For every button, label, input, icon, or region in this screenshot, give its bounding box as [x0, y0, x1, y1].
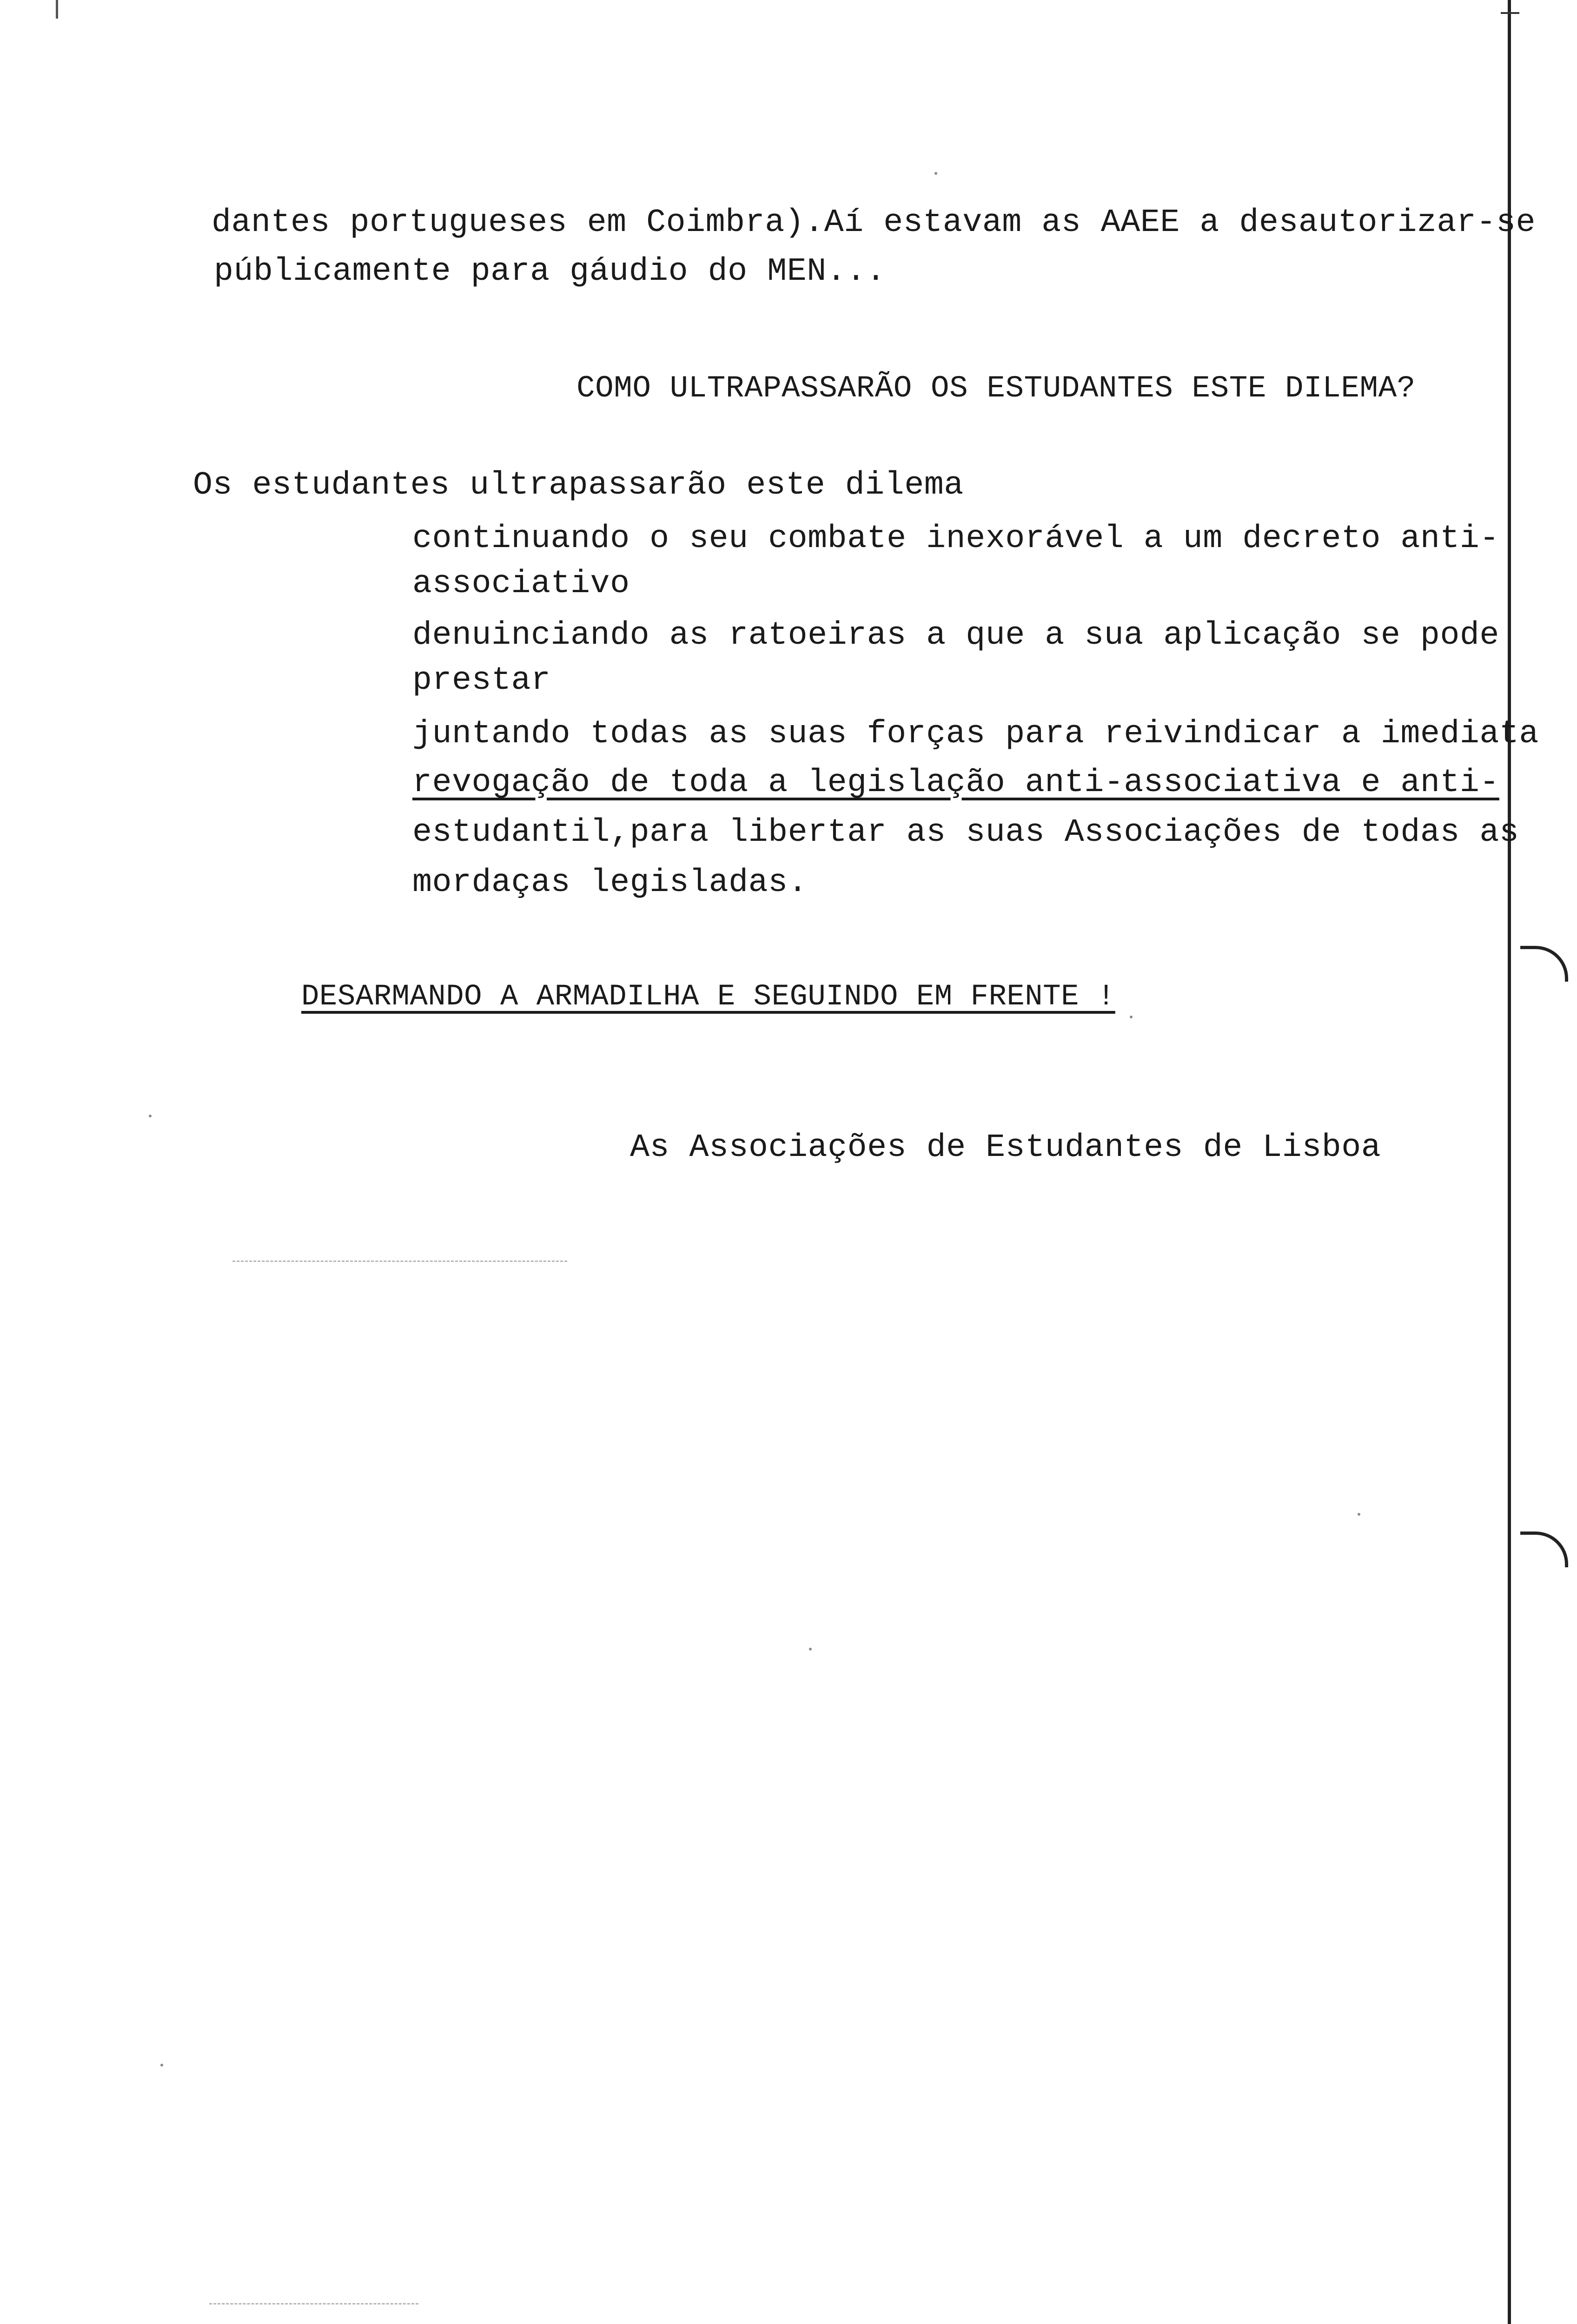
scan-noise: [1130, 1016, 1133, 1018]
point-line: prestar: [412, 662, 551, 699]
scan-noise: [160, 2064, 163, 2067]
point-line: estudantil,para libertar as suas Associações de todas as: [412, 814, 1519, 851]
scan-noise: [1358, 1513, 1360, 1516]
scan-edge-mark: [56, 0, 58, 19]
punch-hole-mark: [1520, 1532, 1568, 1567]
scan-edge-mark: [1501, 12, 1519, 14]
punch-hole-mark: [1520, 946, 1568, 982]
point-line: continuando o seu combate inexorável a um decreto anti-: [412, 521, 1499, 557]
point-line: juntando todas as suas forças para reivindicar a imediata: [412, 716, 1539, 753]
lead-in-sentence: Os estudantes ultrapassarão este dilema: [193, 467, 964, 504]
scan-noise: [149, 1115, 152, 1117]
point-line: associativo: [412, 566, 630, 602]
scan-noise: [809, 1648, 812, 1651]
page-edge-line: [1508, 0, 1511, 2324]
signature: As Associações de Estudantes de Lisboa: [630, 1129, 1381, 1166]
scan-noise: [232, 1261, 567, 1262]
intro-line-2: públicamente para gáudio do MEN...: [214, 253, 886, 290]
scan-noise: [209, 2303, 418, 2304]
point-line: denuinciando as ratoeiras a que a sua aplicação se pode: [412, 617, 1499, 654]
intro-line-1: dantes portugueses em Coimbra).Aí estavam as AAEE a desautorizar-se: [212, 205, 1536, 241]
slogan: DESARMANDO A ARMADILHA E SEGUINDO EM FRENTE !: [301, 980, 1115, 1014]
underlined-demand-line: revogação de toda a legislação anti-associativa e anti-: [412, 765, 1499, 801]
section-heading: COMO ULTRAPASSARÃO OS ESTUDANTES ESTE DILEMA?: [576, 371, 1416, 406]
scan-noise: [934, 172, 937, 175]
point-line: mordaças legisladas.: [412, 865, 808, 901]
